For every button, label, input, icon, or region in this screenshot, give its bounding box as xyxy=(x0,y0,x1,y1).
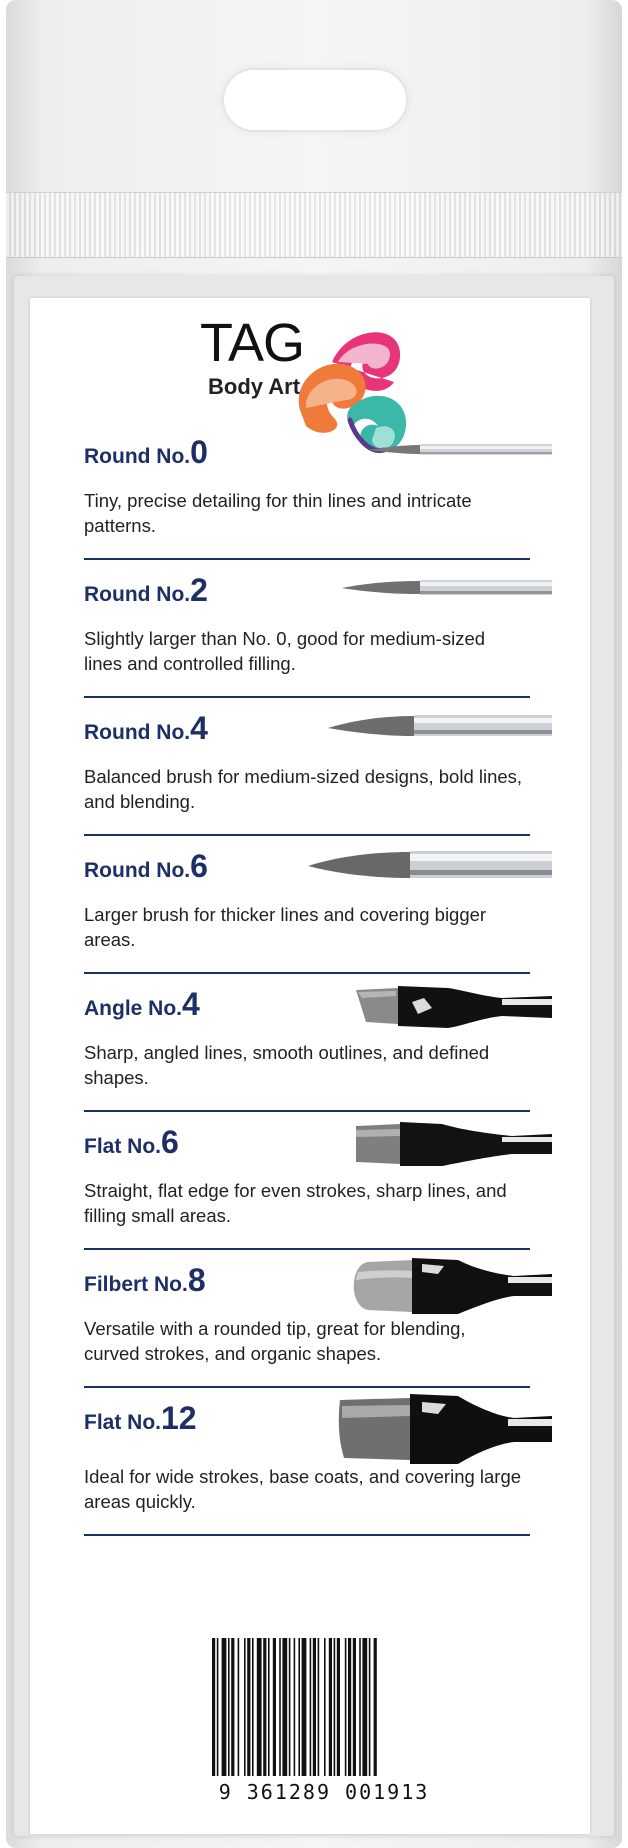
brush-label: Round No. xyxy=(84,721,191,744)
brush-number: 6 xyxy=(161,1124,179,1160)
brush-number: 6 xyxy=(190,848,208,884)
product-card xyxy=(30,298,590,1834)
brush-label: Flat No. xyxy=(84,1411,161,1434)
brush-description: Ideal for wide strokes, base coats, and covering large areas quickly. xyxy=(84,1466,522,1512)
barcode-bar xyxy=(268,1638,270,1776)
brush-description: Balanced brush for medium-sized designs, bold lines, and blending. xyxy=(84,766,523,812)
brush-label: Round No. xyxy=(84,445,191,468)
barcode-bar xyxy=(252,1638,254,1776)
brush-row-filbert-8 xyxy=(84,1250,556,1388)
barcode-bar xyxy=(334,1638,336,1776)
brush-title xyxy=(84,434,208,471)
barcode-bar xyxy=(359,1638,361,1776)
barcode-bar xyxy=(289,1638,291,1776)
barcode-bars xyxy=(208,1638,440,1776)
brush-description: Sharp, angled lines, smooth outlines, and defined shapes. xyxy=(84,1042,490,1088)
barcode-bar xyxy=(353,1638,356,1776)
flat-brush-icon xyxy=(338,1388,552,1470)
round-brush-icon xyxy=(306,836,552,896)
brush-title xyxy=(84,1124,179,1161)
brush-description: Slightly larger than No. 0, good for medium-sized lines and controlled filling. xyxy=(84,628,486,674)
barcode-bar xyxy=(302,1638,307,1776)
brush-description: Straight, flat edge for even strokes, sharp lines, and filling small areas. xyxy=(84,1180,507,1226)
barcode-bar xyxy=(324,1638,326,1776)
brush-number: 4 xyxy=(190,710,208,746)
barcode-bar xyxy=(329,1638,332,1776)
barcode-bar xyxy=(263,1638,266,1776)
filbert-brush-icon xyxy=(348,1250,552,1322)
brush-number: 4 xyxy=(182,986,200,1022)
brush-number: 12 xyxy=(161,1400,197,1436)
brush-description: Larger brush for thicker lines and covering bigger areas. xyxy=(84,904,487,950)
barcode-bar xyxy=(337,1638,340,1776)
barcode-bar xyxy=(273,1638,276,1776)
brush-row-round-4 xyxy=(84,698,556,836)
brush-label: Round No. xyxy=(84,859,191,882)
barcode-bar xyxy=(294,1638,296,1776)
barcode-bar xyxy=(282,1638,287,1776)
barcode-bar xyxy=(247,1638,250,1776)
brush-label: Round No. xyxy=(84,583,191,606)
barcode-bar xyxy=(212,1638,215,1776)
barcode-bar xyxy=(348,1638,351,1776)
brush-title xyxy=(84,848,208,885)
brush-title xyxy=(84,710,208,747)
brush-number: 8 xyxy=(187,1262,206,1298)
brand-subtitle: Body Art xyxy=(208,374,301,399)
brush-label: Filbert No. xyxy=(84,1273,188,1296)
brush-row-angle-4 xyxy=(84,974,556,1112)
barcode-bar xyxy=(279,1638,281,1776)
barcode-bar xyxy=(369,1638,371,1776)
brush-description: Versatile with a rounded tip, great for blending, curved strokes, and organic shapes. xyxy=(84,1318,466,1364)
brush-row-round-2 xyxy=(84,560,556,698)
barcode-bar xyxy=(310,1638,312,1776)
barcode-bar xyxy=(228,1638,230,1776)
sleeve-seal-strip xyxy=(6,192,622,258)
brush-description: Tiny, precise detailing for thin lines and intricate patterns. xyxy=(84,490,472,536)
round-brush-icon xyxy=(322,698,552,758)
brush-title xyxy=(84,572,208,609)
brush-title xyxy=(84,1262,206,1299)
barcode-bar xyxy=(244,1638,246,1776)
barcode-bar xyxy=(217,1638,219,1776)
barcode-bar xyxy=(374,1638,377,1776)
brush-label: Flat No. xyxy=(84,1135,161,1158)
brush-row-flat-6 xyxy=(84,1112,556,1250)
flat-brush-icon xyxy=(352,1112,552,1176)
angle-brush-icon xyxy=(352,974,552,1038)
brush-row-round-0 xyxy=(84,422,556,560)
brush-title xyxy=(84,1400,197,1437)
brand-name: TAG xyxy=(200,313,304,373)
barcode-bar xyxy=(345,1638,347,1776)
brush-row-round-6 xyxy=(84,836,556,974)
barcode-bar xyxy=(362,1638,367,1776)
barcode-bar xyxy=(313,1638,316,1776)
barcode-bar xyxy=(238,1638,240,1776)
brush-title xyxy=(84,986,200,1023)
brush-number: 0 xyxy=(190,434,208,470)
brush-row-flat-12 xyxy=(84,1388,556,1536)
barcode-bar xyxy=(298,1638,300,1776)
barcode-number: 9 361289 001913 xyxy=(218,1780,430,1804)
barcode xyxy=(208,1638,440,1810)
round-brush-icon xyxy=(352,422,552,482)
barcode-bar xyxy=(318,1638,320,1776)
divider xyxy=(84,1534,530,1536)
barcode-bar xyxy=(222,1638,227,1776)
brush-label: Angle No. xyxy=(84,997,182,1020)
brush-number: 2 xyxy=(190,572,208,608)
barcode-bar xyxy=(257,1638,262,1776)
round-brush-icon xyxy=(332,560,552,620)
hang-hole xyxy=(222,68,408,132)
barcode-bar xyxy=(231,1638,234,1776)
